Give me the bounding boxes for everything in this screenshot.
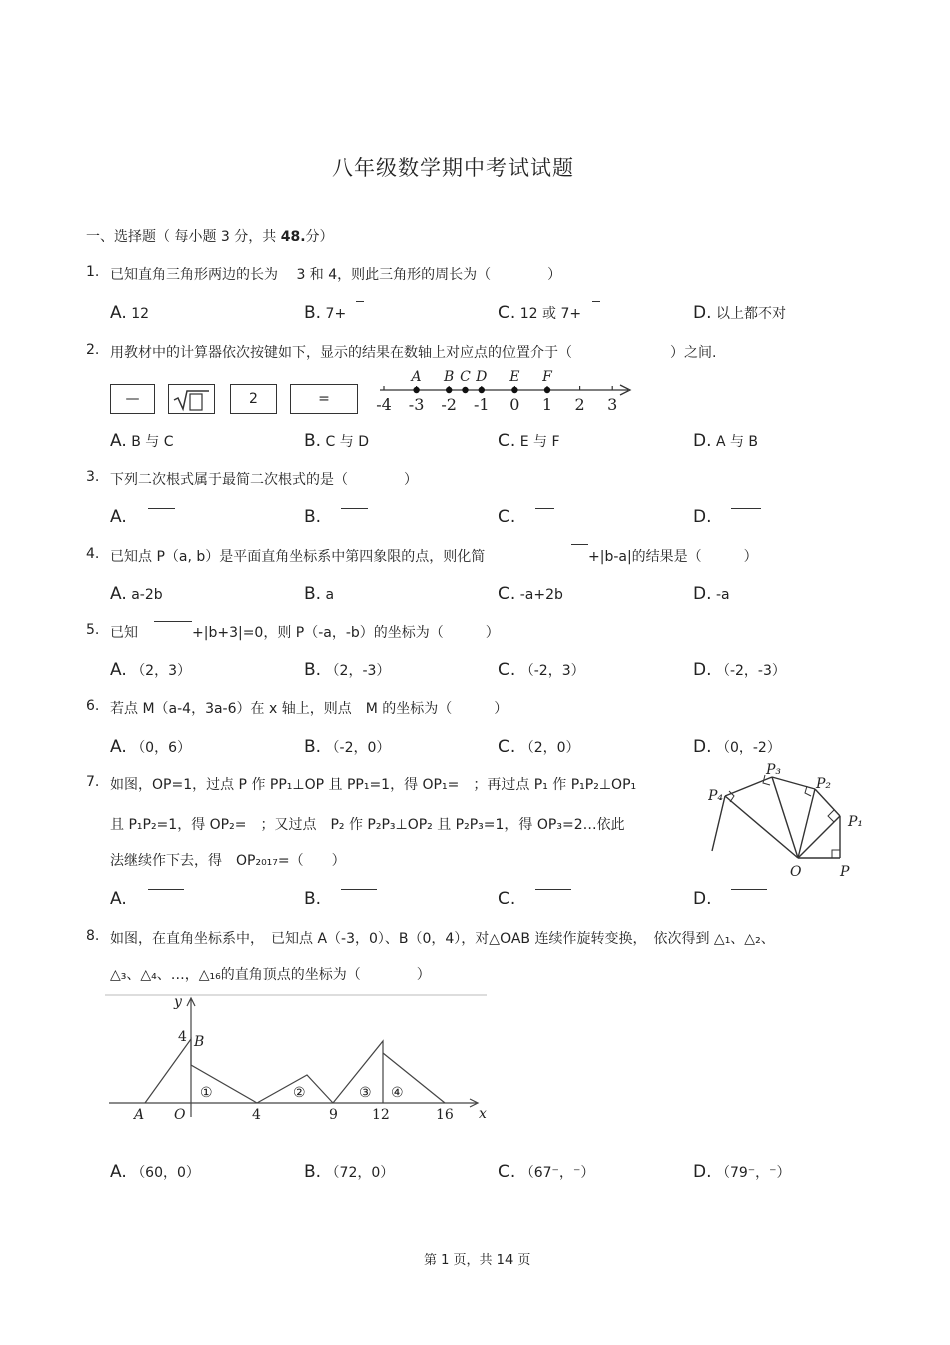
numberline-tick-label: -4 (376, 395, 392, 414)
numberline-tick-label: 2 (574, 395, 585, 414)
numberline-tick-label: -1 (474, 395, 490, 414)
numberline-point (462, 387, 468, 393)
circle-label-3: ③ (359, 1085, 372, 1101)
section-label: 一、选择题（ (86, 229, 170, 245)
question-3-text: 下列二次根式属于最简二次根式的是（ ） (110, 472, 418, 488)
numberline-tick-label: 1 (541, 395, 553, 414)
question-6-text: 若点 M（a-4，3a-6）在 x 轴上，则点 M 的坐标为（ ） (110, 701, 509, 717)
q8-option-c[interactable]: C. （67⁻，⁻） (498, 1162, 595, 1182)
q2-option-d[interactable]: D. A 与 B (693, 431, 759, 451)
label-o: O (790, 864, 802, 880)
calc-key-sqrt (168, 384, 215, 414)
page-title: 八年级数学期中考试试题 (332, 156, 574, 180)
q3-c-radical-bar (535, 508, 554, 509)
label-x: x (479, 1106, 487, 1122)
sqrt-icon (169, 385, 214, 413)
question-2-number: 2. (86, 342, 100, 358)
label-p: P (840, 864, 850, 880)
q3-b-radical-bar (341, 508, 368, 509)
question-4-tail: +|b-a|的结果是（ ） (588, 549, 758, 565)
numberline-tick-label: 3 (607, 395, 618, 414)
label-four-y: 4 (178, 1029, 187, 1045)
circle-label-4: ④ (391, 1085, 404, 1101)
q7-d-radical-bar (731, 889, 767, 890)
question-5-tail: +|b+3|=0，则 P（-a，-b）的坐标为（ ） (192, 625, 500, 641)
q5-option-c[interactable]: C. （-2，3） (498, 660, 585, 680)
spiral-figure (708, 758, 868, 882)
q4-option-c[interactable]: C. -a+2b (498, 584, 563, 604)
label-b: B (194, 1034, 205, 1050)
numberline-point-label: B (444, 369, 455, 385)
q3-option-c[interactable]: C. (498, 507, 516, 527)
calc-key-minus: — (110, 384, 155, 414)
segment-op2 (798, 789, 815, 858)
segment-p4-ext (712, 796, 725, 851)
q1-option-b[interactable]: B. 7+ (304, 303, 347, 323)
numberline-point (446, 387, 452, 393)
q7-option-d[interactable]: D. (693, 889, 712, 909)
q7-option-b[interactable]: B. (304, 889, 322, 909)
question-7-line-1: 如图，OP=1，过点 P 作 PP₁⊥OP 且 PP₁=1，得 OP₁= ；再过点 P₁ 作 P₁P₂⊥OP₁ (110, 777, 637, 793)
q4-option-d[interactable]: D. -a (693, 584, 730, 604)
numberline-point-label: C (460, 369, 471, 385)
q8-option-b[interactable]: B. （72，0） (304, 1162, 395, 1182)
q1-option-d[interactable]: D. 以上都不对 (693, 303, 786, 323)
label-y: y (174, 994, 182, 1010)
q2-option-c[interactable]: C. E 与 F (498, 431, 560, 451)
q1-b-radical-bar (356, 301, 364, 302)
question-4-text: 已知点 P（a, b）是平面直角坐标系中第四象限的点，则化简 (110, 549, 486, 565)
q3-option-d[interactable]: D. (693, 507, 712, 527)
q7-c-radical-bar (535, 889, 571, 890)
question-7-line-3: 法继续作下去，得 OP₂₀₁₇=（ ） (110, 853, 346, 869)
tick-label-9: 9 (329, 1107, 338, 1123)
q1-option-c[interactable]: C. 12 或 7+ (498, 303, 582, 323)
question-8-line-2: △₃、△₄、…，△₁₆的直角顶点的坐标为（ ） (110, 967, 431, 983)
q5-option-d[interactable]: D. （-2，-3） (693, 660, 786, 680)
section-end: 分） (305, 229, 334, 245)
question-8-line-1: 如图，在直角坐标系中， 已知点 A（-3，0）、B（0，4），对△OAB 连续作旋转变换， 依次得到 △₁、△₂、 (110, 931, 775, 947)
question-5-text: 已知 (110, 625, 138, 641)
label-p4: P₄ (708, 788, 724, 804)
section-per: 每小题 3 分，共 (170, 229, 281, 245)
segment-p1p2 (815, 789, 840, 816)
q2-option-b[interactable]: B. C 与 D (304, 431, 369, 451)
segment-p3p4 (725, 777, 772, 796)
numberline-tick-label: -3 (408, 395, 425, 414)
question-6-number: 6. (86, 698, 100, 714)
q7-option-a[interactable]: A. (110, 889, 127, 909)
q4-option-b[interactable]: B. a (304, 584, 335, 604)
q7-a-radical-bar (148, 889, 184, 890)
segment-op4 (725, 796, 798, 858)
section-header (86, 226, 334, 246)
q6-option-d[interactable]: D. （0，-2） (693, 737, 781, 757)
label-p2: P₂ (816, 776, 832, 792)
q1-option-a[interactable]: A. 12 (110, 303, 150, 323)
rotation-figure (105, 993, 490, 1125)
circle-label-2: ② (293, 1085, 306, 1101)
q3-a-radical-bar (148, 508, 175, 509)
numberline-point-label: E (509, 369, 520, 385)
label-p3: P₃ (766, 762, 782, 778)
segment-op3 (772, 777, 798, 858)
tick-label-4: 4 (252, 1107, 261, 1123)
page-footer: 第 1 页，共 14 页 (424, 1253, 531, 1268)
question-3-number: 3. (86, 469, 100, 485)
tick-label-16: 16 (436, 1107, 454, 1123)
q6-option-c[interactable]: C. （2，0） (498, 737, 580, 757)
question-1-number: 1. (86, 264, 100, 280)
numberline-point (511, 387, 517, 393)
question-4-number: 4. (86, 546, 100, 562)
right-angle-p (832, 850, 840, 858)
q1-c-radical-bar (592, 301, 600, 302)
question-7-number: 7. (86, 774, 100, 790)
segment-p2p3 (772, 777, 815, 789)
q3-d-radical-bar (731, 508, 761, 509)
numberline-tick-label: -2 (441, 395, 457, 414)
label-p1: P₁ (848, 814, 864, 830)
q7-b-radical-bar (341, 889, 377, 890)
q3-option-b[interactable]: B. (304, 507, 322, 527)
tick-label-12: 12 (372, 1107, 390, 1123)
circle-label-1: ① (200, 1085, 213, 1101)
right-angle-p1 (828, 810, 834, 822)
q8-option-d[interactable]: D. （79⁻，⁻） (693, 1162, 791, 1182)
q5-radical-bar (154, 621, 192, 622)
q3-option-a[interactable]: A. (110, 507, 127, 527)
numberline-point (544, 387, 550, 393)
question-7-line-2: 且 P₁P₂=1，得 OP₂= ；又过点 P₂ 作 P₂P₃⊥OP₂ 且 P₂P₃=1，得 OP₃=2…依此 (110, 817, 625, 833)
numberline-point (479, 387, 485, 393)
section-total: 48. (280, 229, 306, 245)
q5-option-b[interactable]: B. （2，-3） (304, 660, 391, 680)
q4-radical-bar (571, 544, 588, 545)
question-5-number: 5. (86, 622, 100, 638)
q2-option-a[interactable]: A. B 与 C (110, 431, 174, 451)
calc-key-equals: = (290, 384, 358, 414)
question-8-number: 8. (86, 928, 100, 944)
q6-option-a[interactable]: A. （0，6） (110, 737, 192, 757)
label-a: A (134, 1107, 145, 1123)
number-line (370, 366, 642, 416)
q5-option-a[interactable]: A. （2，3） (110, 660, 192, 680)
numberline-point-label: A (411, 369, 422, 385)
question-1-text: 已知直角三角形两边的长为 3 和 4，则此三角形的周长为（ ） (110, 267, 562, 283)
calc-key-2: 2 (230, 384, 277, 414)
numberline-point-label: F (542, 369, 552, 385)
q4-option-a[interactable]: A. a-2b (110, 584, 163, 604)
q6-option-b[interactable]: B. （-2，0） (304, 737, 391, 757)
q8-option-a[interactable]: A. （60，0） (110, 1162, 200, 1182)
triangle-3 (333, 1041, 383, 1103)
label-o: O (174, 1107, 186, 1123)
numberline-tick-label: 0 (509, 395, 520, 414)
q7-option-c[interactable]: C. (498, 889, 516, 909)
numberline-point-label: D (476, 369, 488, 385)
question-2-text: 用教材中的计算器依次按键如下，显示的结果在数轴上对应点的位置介于（ ）之间. (110, 345, 717, 361)
numberline-point (413, 387, 419, 393)
